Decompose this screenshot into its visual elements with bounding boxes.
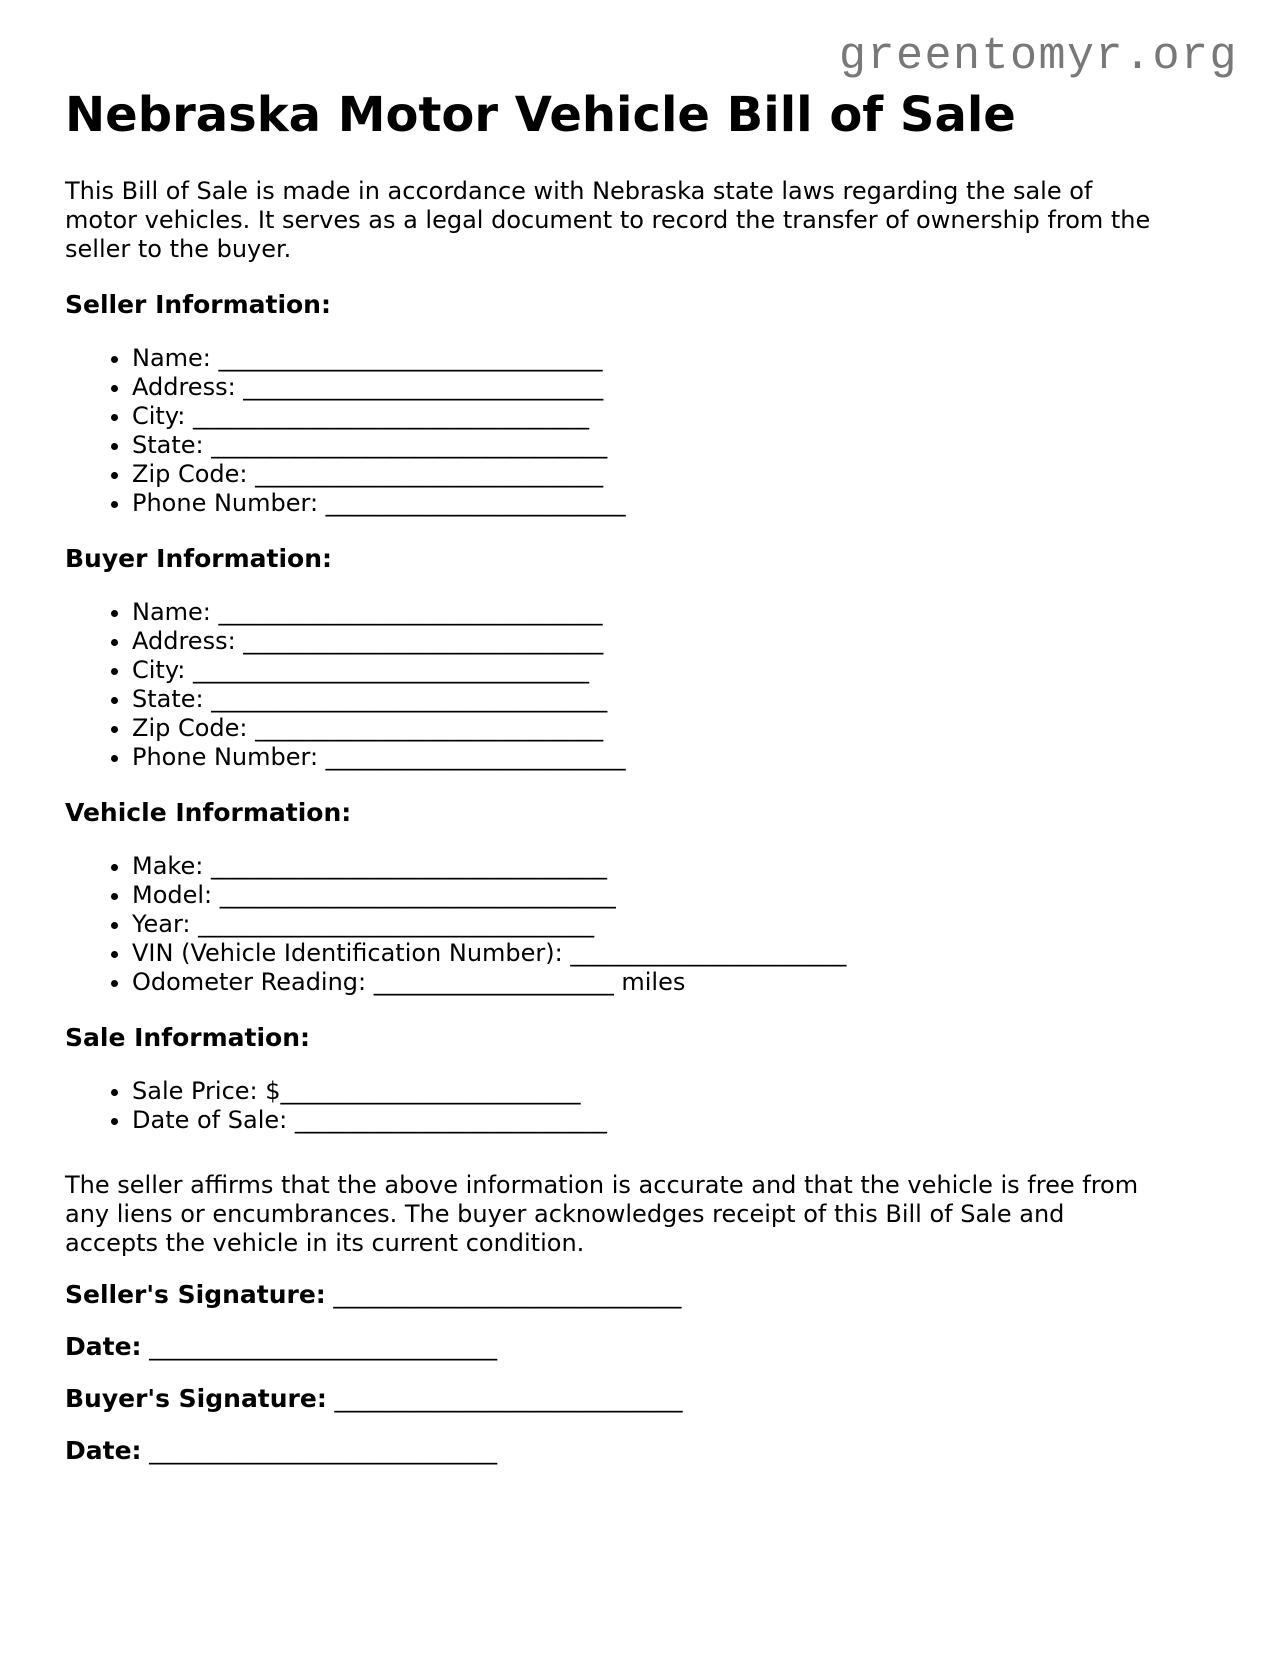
seller-field-address: • Address: ______________________________	[132, 373, 1218, 402]
affirmation-line-2: any liens or encumbrances. The buyer acknowledges receipt of this Bill of Sale and	[65, 1200, 1065, 1228]
seller-signature-label: Seller's Signature:	[65, 1280, 326, 1309]
buyer-field-address: • Address: ______________________________	[132, 627, 1218, 656]
seller-field-zip: • Zip Code: _____________________________	[132, 460, 1218, 489]
seller-date-blank: _____________________________	[141, 1333, 498, 1361]
buyer-signature-row	[65, 1384, 1218, 1414]
buyer-field-zip: • Zip Code: _____________________________	[132, 714, 1218, 743]
buyer-field-city: • City: _________________________________	[132, 656, 1218, 685]
section-heading-sale: Sale Information:	[65, 1023, 310, 1052]
seller-field-city: • City: _________________________________	[132, 402, 1218, 431]
watermark: greentomyr.org	[838, 31, 1238, 82]
buyer-signature-label: Buyer's Signature:	[65, 1384, 327, 1413]
section-heading-seller: Seller Information:	[65, 290, 331, 319]
buyer-field-phone: • Phone Number: _________________________	[132, 743, 1218, 772]
section-heading-buyer: Buyer Information:	[65, 544, 333, 573]
buyer-signature-blank: _____________________________	[326, 1385, 683, 1413]
sale-fields-list	[65, 1077, 1218, 1135]
section-heading-vehicle: Vehicle Information:	[65, 798, 352, 827]
vehicle-fields-list	[65, 852, 1218, 997]
page-title: Nebraska Motor Vehicle Bill of Sale	[65, 87, 1016, 143]
seller-signature-blank: _____________________________	[325, 1281, 682, 1309]
seller-field-name: • Name: ________________________________	[132, 344, 1218, 373]
intro-paragraph	[65, 177, 1218, 264]
seller-field-state: • State: _________________________________	[132, 431, 1218, 460]
seller-date-label: Date:	[65, 1332, 142, 1361]
affirmation-line-3: accepts the vehicle in its current condition.	[65, 1229, 585, 1257]
affirmation-line-1: The seller affirms that the above information is accurate and that the vehicle is free from	[65, 1171, 1139, 1199]
seller-signature-row	[65, 1280, 1218, 1310]
seller-field-phone: • Phone Number: _________________________	[132, 489, 1218, 518]
vehicle-field-make: • Make: _________________________________	[132, 852, 1218, 881]
sale-field-price: • Sale Price: $_________________________	[132, 1077, 1218, 1106]
vehicle-field-vin: • VIN (Vehicle Identification Number): _______________________	[132, 939, 1218, 968]
buyer-field-state: • State: _________________________________	[132, 685, 1218, 714]
buyer-field-name: • Name: ________________________________	[132, 598, 1218, 627]
buyer-date-blank: _____________________________	[141, 1437, 498, 1465]
seller-date-row	[65, 1332, 1218, 1362]
seller-fields-list	[65, 344, 1218, 518]
affirmation-paragraph	[65, 1171, 1218, 1258]
buyer-fields-list	[65, 598, 1218, 772]
buyer-date-label: Date:	[65, 1436, 142, 1465]
intro-line-1: This Bill of Sale is made in accordance with Nebraska state laws regarding the sale of	[65, 177, 1093, 205]
vehicle-field-odometer: • Odometer Reading: ____________________ miles	[132, 968, 1218, 997]
sale-field-date: • Date of Sale: __________________________	[132, 1106, 1218, 1135]
intro-line-3: seller to the buyer.	[65, 235, 292, 263]
buyer-date-row	[65, 1436, 1218, 1466]
vehicle-field-model: • Model: _________________________________	[132, 881, 1218, 910]
intro-line-2: motor vehicles. It serves as a legal document to record the transfer of ownership from the	[65, 206, 1151, 234]
vehicle-field-year: • Year: _________________________________	[132, 910, 1218, 939]
